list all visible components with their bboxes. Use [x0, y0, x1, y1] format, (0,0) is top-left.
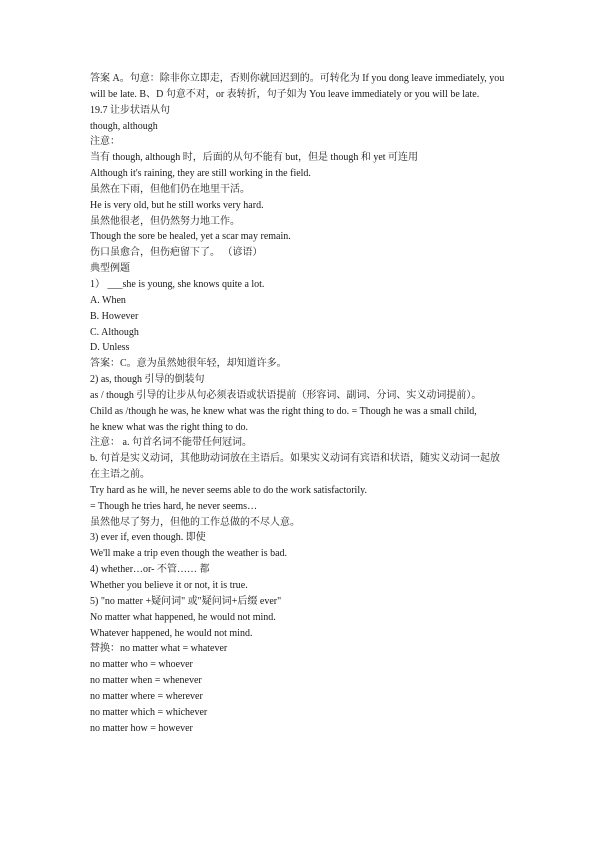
note-label: 注意： — [90, 136, 120, 148]
replacement-line: no matter who = whoever — [90, 659, 193, 671]
example-sentence: he knew what was the right thing to do. — [90, 421, 249, 433]
example-sentence: = Though he tries hard, he never seems… — [90, 500, 258, 512]
subsection-heading: 5) "no matter +疑问词" 或"疑问词+后缀 ever" — [90, 595, 282, 607]
text-line: 当有 though, although 时，后面的从句不能有 but，但是 though 和 yet 可连用 — [90, 152, 419, 164]
example-sentence: Though the sore be healed, yet a scar may remain. — [90, 231, 291, 243]
translation-line: 伤口虽愈合，但伤疤留下了。 （谚语） — [90, 247, 263, 259]
example-sentence: Try hard as he will, he never seems able to do the work satisfactorily. — [90, 484, 367, 496]
example-sentence: Whether you believe it or not, it is true. — [90, 580, 248, 591]
replacement-line: no matter how = however — [90, 722, 193, 734]
replacement-line: no matter which = whichever — [90, 706, 208, 718]
answer-a-explanation-cont: will be late. B、D 句意不对，or 表转折，句子如为 You leave immediately or you will be late. — [90, 88, 480, 100]
document-body — [90, 71, 518, 736]
text-line: though, although — [90, 120, 158, 132]
subsection-heading: 2) as, though 引导的倒装句 — [90, 374, 205, 386]
subsection-heading: 4) whether…or- 不管…… 都 — [90, 564, 210, 576]
section-heading: 19.7 让步状语从句 — [90, 104, 170, 116]
example-sentence: Although it's raining, they are still working in the field. — [90, 168, 311, 180]
translation-line: 虽然他尽了努力，但他的工作总做的不尽人意。 — [90, 516, 300, 528]
replacement-line: no matter when = whenever — [90, 675, 202, 687]
note-line: b. 句首是实义动词，其他助动词放在主语后。如果实义动词有宾语和状语，随实义动词一起放 — [90, 453, 500, 465]
replacement-line: no matter where = wherever — [90, 690, 203, 702]
option-a: A. When — [90, 294, 126, 306]
subheading: 典型例题 — [90, 263, 130, 275]
translation-line: 虽然他很老，但仍然努力地工作。 — [90, 215, 240, 227]
question-line: 1） ___she is young, she knows quite a lot. — [90, 278, 265, 290]
answer-a-explanation: 答案 A。句意：除非你立即走，否则你就回迟到的。可转化为 If you dong leave immediately, you — [90, 73, 505, 84]
translation-line: 虽然在下雨，但他们仍在地里干活。 — [90, 183, 250, 195]
note-line: 在主语之前。 — [90, 469, 150, 481]
option-d: D. Unless — [90, 342, 130, 354]
answer-line: 答案：C。意为虽然她很年轻，却知道许多。 — [90, 358, 287, 370]
example-sentence: Whatever happened, he would not mind. — [90, 627, 253, 639]
note-line: 注意： a. 句首名词不能带任何冠词。 — [90, 437, 252, 449]
example-sentence: Child as /though he was, he knew what was the right thing to do. = Though he was a small child, — [90, 405, 477, 417]
example-sentence: He is very old, but he still works very hard. — [90, 199, 264, 211]
example-sentence: No matter what happened, he would not mind. — [90, 611, 276, 623]
example-sentence: We'll make a trip even though the weather is bad. — [90, 548, 288, 560]
option-c: C. Although — [90, 326, 139, 338]
subsection-heading: 3) ever if, even though. 即使 — [90, 532, 206, 544]
option-b: B. However — [90, 310, 139, 322]
replacement-line: 替换：no matter what = whatever — [90, 643, 228, 655]
text-line: as / though 引导的让步从句必须表语或状语提前（形容词、副词、分词、实义动词提前）。 — [90, 389, 482, 401]
